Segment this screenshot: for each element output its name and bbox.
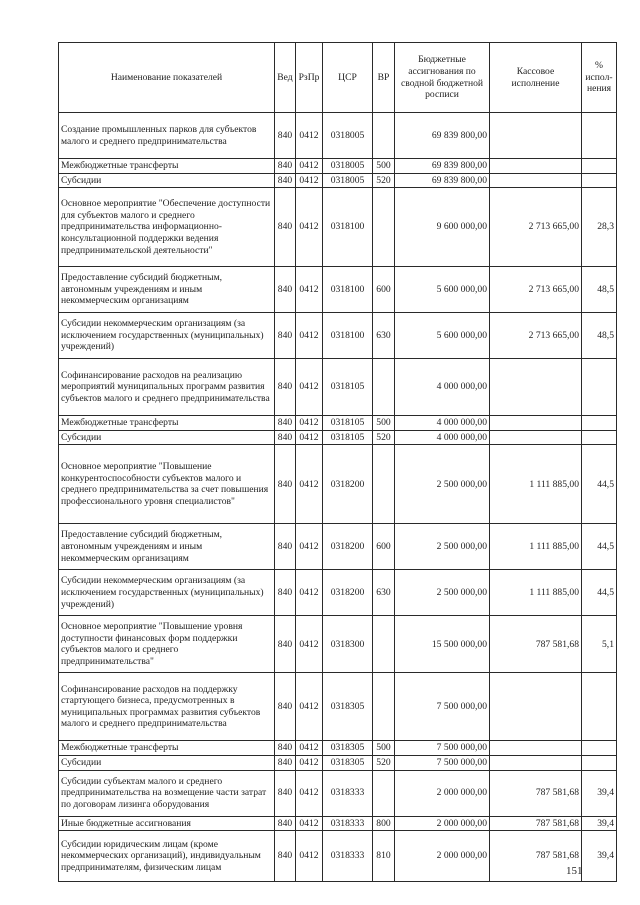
row-ved: 840 bbox=[275, 524, 296, 570]
table-row bbox=[59, 359, 617, 416]
row-vr bbox=[373, 673, 395, 741]
row-name: Предоставление субсидий бюджетным, автономным учреждениям и иным некоммерческим организациям bbox=[59, 524, 275, 570]
header-assignments: Бюджетные ассигнования по сводной бюджетной росписи bbox=[395, 43, 490, 113]
row-ved: 840 bbox=[275, 188, 296, 267]
row-vr: 630 bbox=[373, 570, 395, 616]
row-rzpr: 0412 bbox=[296, 113, 323, 159]
row-vr: 500 bbox=[373, 416, 395, 431]
row-percent: 44,5 bbox=[582, 445, 617, 524]
row-csr: 0318105 bbox=[323, 430, 373, 445]
row-assignments: 69 839 800,00 bbox=[395, 113, 490, 159]
row-rzpr: 0412 bbox=[296, 188, 323, 267]
row-cash-execution: 787 581,68 bbox=[490, 831, 582, 882]
row-percent: 44,5 bbox=[582, 570, 617, 616]
row-ved: 840 bbox=[275, 416, 296, 431]
row-cash-execution bbox=[490, 416, 582, 431]
row-csr: 0318333 bbox=[323, 816, 373, 831]
row-percent bbox=[582, 416, 617, 431]
row-percent bbox=[582, 430, 617, 445]
row-ved: 840 bbox=[275, 816, 296, 831]
row-percent: 28,3 bbox=[582, 188, 617, 267]
row-csr: 0318200 bbox=[323, 445, 373, 524]
table-row bbox=[59, 416, 617, 431]
row-cash-execution: 2 713 665,00 bbox=[490, 267, 582, 313]
row-cash-execution bbox=[490, 113, 582, 159]
row-vr bbox=[373, 188, 395, 267]
row-assignments: 2 000 000,00 bbox=[395, 816, 490, 831]
row-assignments: 9 600 000,00 bbox=[395, 188, 490, 267]
row-ved: 840 bbox=[275, 359, 296, 416]
row-csr: 0318333 bbox=[323, 770, 373, 816]
row-name: Межбюджетные трансферты bbox=[59, 741, 275, 756]
row-assignments: 15 500 000,00 bbox=[395, 616, 490, 673]
row-ved: 840 bbox=[275, 173, 296, 188]
row-name: Субсидии bbox=[59, 430, 275, 445]
row-percent bbox=[582, 113, 617, 159]
table-row bbox=[59, 173, 617, 188]
row-vr: 520 bbox=[373, 755, 395, 770]
row-csr: 0318005 bbox=[323, 159, 373, 174]
row-assignments: 4 000 000,00 bbox=[395, 430, 490, 445]
table-row bbox=[59, 267, 617, 313]
table-row bbox=[59, 430, 617, 445]
row-assignments: 4 000 000,00 bbox=[395, 416, 490, 431]
row-rzpr: 0412 bbox=[296, 430, 323, 445]
table-row bbox=[59, 524, 617, 570]
row-assignments: 7 500 000,00 bbox=[395, 673, 490, 741]
row-rzpr: 0412 bbox=[296, 831, 323, 882]
table-row bbox=[59, 159, 617, 174]
row-ved: 840 bbox=[275, 313, 296, 359]
row-cash-execution bbox=[490, 173, 582, 188]
row-ved: 840 bbox=[275, 673, 296, 741]
row-csr: 0318305 bbox=[323, 755, 373, 770]
row-cash-execution: 2 713 665,00 bbox=[490, 188, 582, 267]
row-ved: 840 bbox=[275, 430, 296, 445]
page-number: 151 bbox=[566, 865, 583, 877]
table-row bbox=[59, 673, 617, 741]
row-percent: 48,5 bbox=[582, 313, 617, 359]
row-cash-execution bbox=[490, 741, 582, 756]
row-rzpr: 0412 bbox=[296, 416, 323, 431]
table-row bbox=[59, 616, 617, 673]
table-row bbox=[59, 741, 617, 756]
table-row bbox=[59, 570, 617, 616]
row-vr: 800 bbox=[373, 816, 395, 831]
row-percent bbox=[582, 755, 617, 770]
row-rzpr: 0412 bbox=[296, 770, 323, 816]
row-rzpr: 0412 bbox=[296, 445, 323, 524]
row-vr: 520 bbox=[373, 430, 395, 445]
row-ved: 840 bbox=[275, 445, 296, 524]
row-vr: 600 bbox=[373, 267, 395, 313]
row-assignments: 7 500 000,00 bbox=[395, 755, 490, 770]
table-header-row bbox=[59, 43, 617, 113]
row-vr bbox=[373, 445, 395, 524]
row-name: Софинансирование расходов на реализацию мероприятий муниципальных программ развития субъектов малого и среднего предпринимательства bbox=[59, 359, 275, 416]
header-name: Наименование показателей bbox=[59, 43, 275, 113]
row-percent: 39,4 bbox=[582, 770, 617, 816]
row-ved: 840 bbox=[275, 113, 296, 159]
header-percent: % испол-нения bbox=[582, 43, 617, 113]
row-cash-execution: 2 713 665,00 bbox=[490, 313, 582, 359]
table-row bbox=[59, 770, 617, 816]
row-cash-execution bbox=[490, 159, 582, 174]
row-name: Основное мероприятие "Обеспечение доступности для субъектов малого и среднего предпринимательства информационно-консультационной поддержки ведения предпринимательской деятельности" bbox=[59, 188, 275, 267]
row-rzpr: 0412 bbox=[296, 816, 323, 831]
row-vr: 600 bbox=[373, 524, 395, 570]
row-assignments: 7 500 000,00 bbox=[395, 741, 490, 756]
row-assignments: 2 500 000,00 bbox=[395, 445, 490, 524]
row-assignments: 2 000 000,00 bbox=[395, 831, 490, 882]
row-cash-execution bbox=[490, 673, 582, 741]
row-name: Субсидии bbox=[59, 755, 275, 770]
row-csr: 0318300 bbox=[323, 616, 373, 673]
table-row bbox=[59, 188, 617, 267]
row-percent: 39,4 bbox=[582, 816, 617, 831]
row-ved: 840 bbox=[275, 267, 296, 313]
row-name: Субсидии некоммерческим организациям (за исключением государственных (муниципальных) учреждений) bbox=[59, 313, 275, 359]
row-assignments: 4 000 000,00 bbox=[395, 359, 490, 416]
row-csr: 0318100 bbox=[323, 313, 373, 359]
row-ved: 840 bbox=[275, 570, 296, 616]
row-cash-execution: 787 581,68 bbox=[490, 616, 582, 673]
row-assignments: 69 839 800,00 bbox=[395, 159, 490, 174]
header-cash-execution: Кассовое исполнение bbox=[490, 43, 582, 113]
header-csr: ЦСР bbox=[323, 43, 373, 113]
row-rzpr: 0412 bbox=[296, 570, 323, 616]
row-cash-execution: 787 581,68 bbox=[490, 770, 582, 816]
row-assignments: 2 000 000,00 bbox=[395, 770, 490, 816]
row-vr bbox=[373, 359, 395, 416]
header-vr: ВР bbox=[373, 43, 395, 113]
row-name: Субсидии субъектам малого и среднего предпринимательства на возмещение части затрат по договорам лизинга оборудования bbox=[59, 770, 275, 816]
row-name: Субсидии некоммерческим организациям (за исключением государственных (муниципальных) учреждений) bbox=[59, 570, 275, 616]
row-name: Основное мероприятие "Повышение конкурентоспособности субъектов малого и среднего предпринимательства за счет повышения профессионального уровня специалистов" bbox=[59, 445, 275, 524]
row-percent bbox=[582, 159, 617, 174]
row-vr: 810 bbox=[373, 831, 395, 882]
row-rzpr: 0412 bbox=[296, 267, 323, 313]
row-cash-execution: 1 111 885,00 bbox=[490, 445, 582, 524]
row-cash-execution bbox=[490, 430, 582, 445]
row-assignments: 2 500 000,00 bbox=[395, 524, 490, 570]
row-vr bbox=[373, 616, 395, 673]
row-name: Межбюджетные трансферты bbox=[59, 416, 275, 431]
row-csr: 0318005 bbox=[323, 173, 373, 188]
header-rzpr: РзПр bbox=[296, 43, 323, 113]
row-ved: 840 bbox=[275, 741, 296, 756]
row-rzpr: 0412 bbox=[296, 741, 323, 756]
table-row bbox=[59, 113, 617, 159]
table-row bbox=[59, 313, 617, 359]
table-row bbox=[59, 755, 617, 770]
row-assignments: 2 500 000,00 bbox=[395, 570, 490, 616]
row-cash-execution: 787 581,68 bbox=[490, 816, 582, 831]
row-ved: 840 bbox=[275, 831, 296, 882]
row-rzpr: 0412 bbox=[296, 173, 323, 188]
row-csr: 0318105 bbox=[323, 416, 373, 431]
row-vr bbox=[373, 113, 395, 159]
row-ved: 840 bbox=[275, 159, 296, 174]
row-csr: 0318200 bbox=[323, 570, 373, 616]
row-rzpr: 0412 bbox=[296, 313, 323, 359]
row-cash-execution bbox=[490, 755, 582, 770]
row-cash-execution: 1 111 885,00 bbox=[490, 570, 582, 616]
row-vr: 630 bbox=[373, 313, 395, 359]
row-vr bbox=[373, 770, 395, 816]
table-row bbox=[59, 831, 617, 882]
row-name: Субсидии bbox=[59, 173, 275, 188]
row-csr: 0318105 bbox=[323, 359, 373, 416]
row-ved: 840 bbox=[275, 770, 296, 816]
row-rzpr: 0412 bbox=[296, 359, 323, 416]
row-rzpr: 0412 bbox=[296, 673, 323, 741]
row-assignments: 5 600 000,00 bbox=[395, 267, 490, 313]
budget-execution-table bbox=[58, 42, 617, 882]
row-ved: 840 bbox=[275, 616, 296, 673]
row-assignments: 69 839 800,00 bbox=[395, 173, 490, 188]
row-name: Иные бюджетные ассигнования bbox=[59, 816, 275, 831]
table-row bbox=[59, 445, 617, 524]
row-percent: 5,1 bbox=[582, 616, 617, 673]
row-rzpr: 0412 bbox=[296, 524, 323, 570]
row-name: Основное мероприятие "Повышение уровня доступности финансовых форм поддержки субъектов малого и среднего предпринимательства" bbox=[59, 616, 275, 673]
row-cash-execution: 1 111 885,00 bbox=[490, 524, 582, 570]
row-vr: 500 bbox=[373, 741, 395, 756]
row-name: Софинансирование расходов на поддержку стартующего бизнеса, предусмотренных в муниципальных программах развития субъектов малого и среднего предпринимательства bbox=[59, 673, 275, 741]
row-ved: 840 bbox=[275, 755, 296, 770]
row-csr: 0318305 bbox=[323, 741, 373, 756]
row-name: Предоставление субсидий бюджетным, автономным учреждениям и иным некоммерческим организациям bbox=[59, 267, 275, 313]
row-percent: 44,5 bbox=[582, 524, 617, 570]
row-vr: 500 bbox=[373, 159, 395, 174]
row-csr: 0318333 bbox=[323, 831, 373, 882]
row-percent: 48,5 bbox=[582, 267, 617, 313]
row-name: Межбюджетные трансферты bbox=[59, 159, 275, 174]
row-percent bbox=[582, 741, 617, 756]
row-percent bbox=[582, 359, 617, 416]
row-csr: 0318100 bbox=[323, 267, 373, 313]
row-vr: 520 bbox=[373, 173, 395, 188]
header-ved: Вед bbox=[275, 43, 296, 113]
row-percent bbox=[582, 673, 617, 741]
row-cash-execution bbox=[490, 359, 582, 416]
row-rzpr: 0412 bbox=[296, 616, 323, 673]
row-csr: 0318200 bbox=[323, 524, 373, 570]
row-rzpr: 0412 bbox=[296, 755, 323, 770]
row-csr: 0318305 bbox=[323, 673, 373, 741]
row-rzpr: 0412 bbox=[296, 159, 323, 174]
row-percent bbox=[582, 173, 617, 188]
row-csr: 0318005 bbox=[323, 113, 373, 159]
table-row bbox=[59, 816, 617, 831]
row-percent: 39,4 bbox=[582, 831, 617, 882]
row-name: Создание промышленных парков для субъектов малого и среднего предпринимательства bbox=[59, 113, 275, 159]
row-name: Субсидии юридическим лицам (кроме некоммерческих организаций), индивидуальным предпринимателям, физическим лицам bbox=[59, 831, 275, 882]
row-csr: 0318100 bbox=[323, 188, 373, 267]
row-assignments: 5 600 000,00 bbox=[395, 313, 490, 359]
